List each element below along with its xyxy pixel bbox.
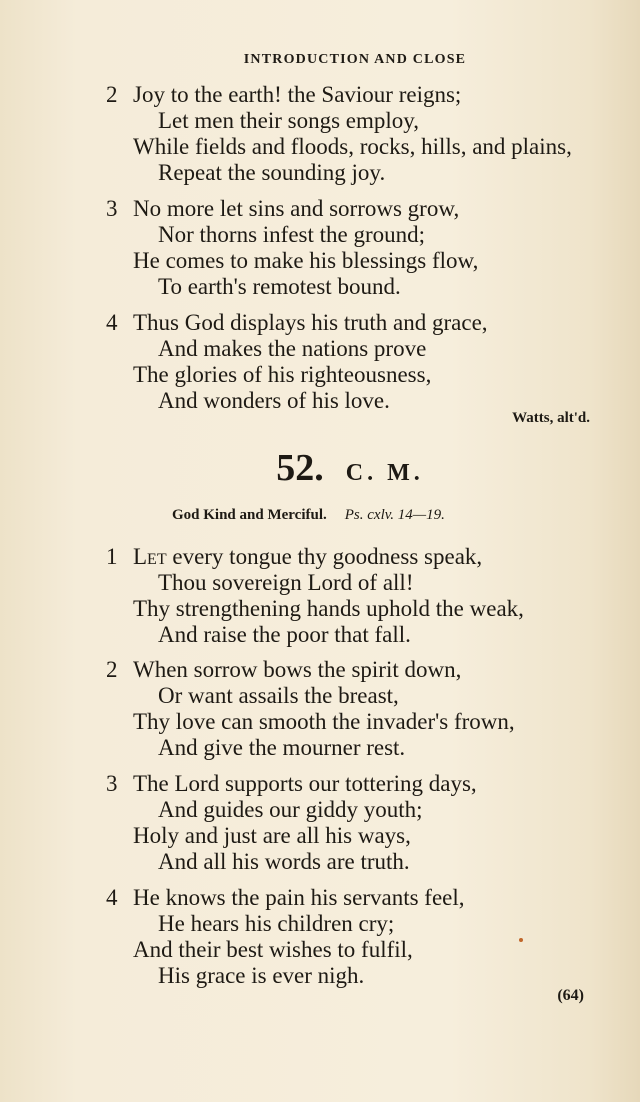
running-header: INTRODUCTION AND CLOSE xyxy=(243,52,467,67)
verse-line-rest: every tongue thy goodness speak, xyxy=(166,544,483,569)
verse-line: And wonders of his love. xyxy=(158,388,390,413)
verse-line: Thus God displays his truth and grace, xyxy=(133,310,488,335)
verse-line: And guides our giddy youth; xyxy=(158,797,423,822)
subtitle-text: God Kind and Merciful. xyxy=(172,507,327,523)
verse-line: His grace is ever nigh. xyxy=(158,963,365,988)
verse-line: Let men their songs employ, xyxy=(158,108,420,133)
scripture-reference: Ps. cxlv. 14—19. xyxy=(344,507,445,523)
hymn-subtitle xyxy=(172,507,445,524)
verse-line: Joy to the earth! the Saviour reigns; xyxy=(133,82,462,107)
verse-line: The glories of his righteousness, xyxy=(133,362,432,387)
verse-line: And makes the nations prove xyxy=(158,336,427,361)
verse-line: Thy love can smooth the invader's frown, xyxy=(133,709,515,734)
verse-line: Or want assails the breast, xyxy=(158,683,399,708)
verse-line: He hears his children cry; xyxy=(158,911,395,936)
attribution: Watts, alt'd. xyxy=(512,410,590,426)
verse-line: He knows the pain his servants feel, xyxy=(133,885,465,910)
verse-line: Holy and just are all his ways, xyxy=(133,823,411,848)
hymn-meter: C. M. xyxy=(345,460,424,486)
verse-line: Repeat the sounding joy. xyxy=(158,160,386,185)
stanza-number: 3 xyxy=(106,196,118,221)
verse-line: Thou sovereign Lord of all! xyxy=(158,570,414,595)
ink-spot xyxy=(519,938,523,942)
verse-line: While fields and floods, rocks, hills, and plains, xyxy=(133,134,572,159)
verse-line: Thy strengthening hands uphold the weak, xyxy=(133,596,524,621)
verse-line xyxy=(133,544,482,570)
verse-line: No more let sins and sorrows grow, xyxy=(133,196,460,221)
hymn-title xyxy=(0,446,640,490)
stanza-number: 4 xyxy=(106,885,118,910)
verse-line: When sorrow bows the spirit down, xyxy=(133,657,462,682)
stanza-number: 2 xyxy=(106,82,118,107)
stanza-number: 4 xyxy=(106,310,118,335)
stanza-number: 3 xyxy=(106,771,118,796)
hymn-number: 52. xyxy=(276,447,324,489)
stanza-number: 1 xyxy=(106,544,118,569)
page-number: (64) xyxy=(557,987,584,1004)
verse-line: And their best wishes to fulfil, xyxy=(133,937,413,962)
stanza-number: 2 xyxy=(106,657,118,682)
verse-line: And give the mourner rest. xyxy=(158,735,406,760)
verse-line: To earth's remotest bound. xyxy=(158,274,401,299)
verse-line: And raise the poor that fall. xyxy=(158,622,411,647)
verse-line: He comes to make his blessings flow, xyxy=(133,248,479,273)
verse-line: And all his words are truth. xyxy=(158,849,410,874)
verse-line: Nor thorns infest the ground; xyxy=(158,222,426,247)
verse-line: The Lord supports our tottering days, xyxy=(133,771,477,796)
first-word: Let xyxy=(133,544,167,569)
